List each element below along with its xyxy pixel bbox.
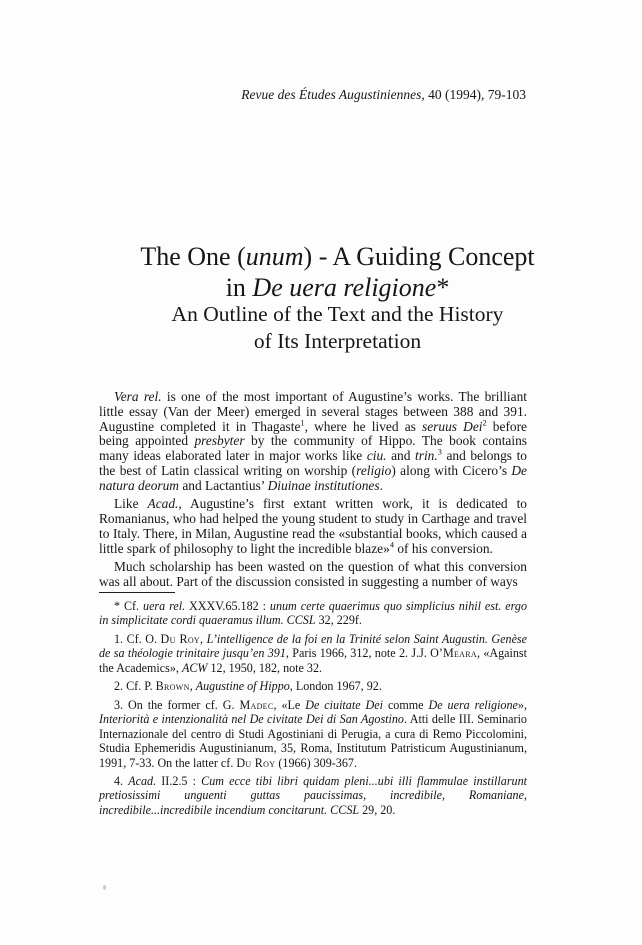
title-line-2: in De uera religione* <box>225 273 450 302</box>
body-paragraph-2: Like Acad., Augustine’s first extant written work, it is dedicated to Romanianus, who had helped the young student to study in Carthage and travel to Italy. There, in Milan, Augustine read the «substantial books, which caused a little spark of philosophy to light the incredible blaze»$^4$ of his conversion. <box>99 496 528 556</box>
issue-info: 40 (1994), 79-103 <box>424 87 526 102</box>
running-header <box>99 87 526 102</box>
footnotes <box>99 599 527 821</box>
subtitle-line-1: An Outline of the Text and the History <box>171 302 504 326</box>
body-paragraph-1: Vera rel. is one of the most important of Augustine’s works. The brilliant little essay (Van der Meer) emerged in several stages between 388 and 391. Augustine completed it in Thagaste$^1$, where he lived as seruus Dei$^2$ before being appointed presbyter by the community of Hippo. The book contains many ideas elaborated later in major works like ciu. and trin.$^3$ and belongs to the best of Latin classical writing on worship (religio) along with Cicero’s De natura deorum and Lactantius’ Diuinae institutiones. <box>99 389 528 493</box>
journal-name: Revue des Études Augustiniennes, <box>241 87 425 102</box>
footnote-1: 1. Cf. O. Du Roy, L’intelligence de la foi en la Trinité selon Saint Augustin. Genèse de sa théologie trinitaire jusqu’en 391, Paris 1966, 312, note 2. J.J. O’Meara, «Against the Academics», ACW 12, 1950, 182, note 32. <box>99 631 528 675</box>
article-body <box>99 390 527 590</box>
subtitle-line-2: of Its Interpretation <box>253 329 422 353</box>
footnote-2: 2. Cf. P. Brown, Augustine of Hippo, London 1967, 92. <box>114 679 382 694</box>
footnote-4: 4. Acad. II.2.5 : Cum ecce tibi libri quidam pleni...ubi illi flammulae instillarunt pretiosissimi unguenti guttas paucissimas, incredibile, Romaniane, incredibile...incredibile incendium concitarunt. CCSL 29, 20. <box>99 773 527 817</box>
article-subtitle <box>110 301 565 355</box>
body-paragraph-3: Much scholarship has been wasted on the question of what this conversion was all about. Part of the discussion consisted in suggesting a number of ways <box>99 559 527 589</box>
footnote-separator-rule <box>99 592 175 593</box>
footnote-star: * Cf. uera rel. XXXV.65.182 : unum certe quaerimus quo simplicius nihil est. ergo in simplicitate cordi quaeramus illum. CCSL 32, 229f. <box>99 599 528 628</box>
scan-artifact-speck <box>103 885 106 890</box>
footnote-3: 3. On the former cf. G. Madec, «Le De ciuitate Dei comme De uera religione», Interiorità e intenzionalità nel De civitate Dei di San Agostino. Atti delle III. Seminario Internazionale del centro di Studi Agostiniani di Perugia, a cura di Remo Piccolomini, Studia Ephemeridis Augustinianum, 35, Roma, Institutum Patristicum Augustinianum, 1991, 7-33. On the latter cf. Du Roy (1966) 309-367. <box>99 697 527 770</box>
title-line-1: The One (unum) - A Guiding Concept <box>140 242 535 271</box>
article-title <box>110 241 565 303</box>
